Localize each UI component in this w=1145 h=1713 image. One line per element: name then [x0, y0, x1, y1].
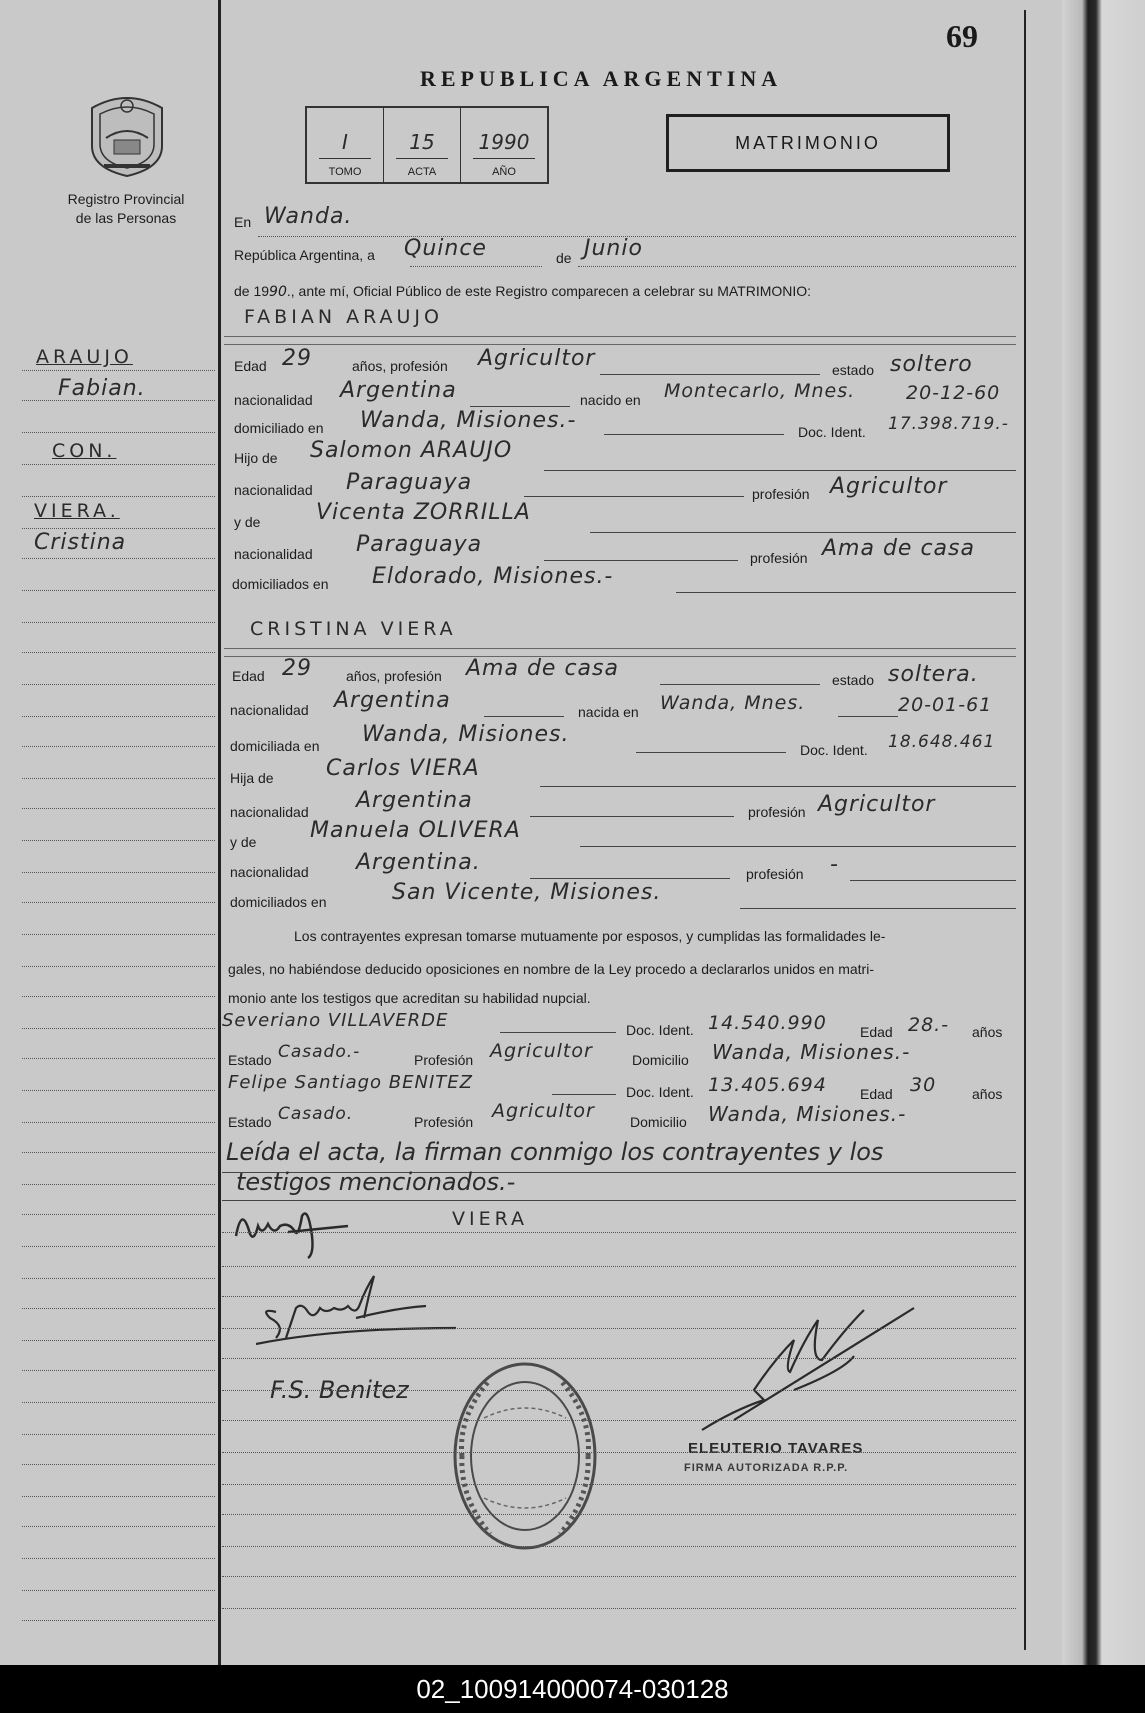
- margin-line: [22, 778, 215, 779]
- registry-name-line2: de las Personas: [75, 210, 177, 226]
- witness1-profesion-label: Profesión: [414, 1052, 474, 1068]
- bride-domicilio-label: domiciliada en: [230, 738, 320, 754]
- republic-label: República Argentina, a: [234, 247, 375, 263]
- margin-line: [22, 1496, 215, 1497]
- bride-madre-prof: -: [830, 852, 839, 877]
- registry-name: [40, 190, 212, 228]
- bride-profesion-line: [660, 684, 820, 685]
- groom-domicilio-label: domiciliado en: [234, 420, 324, 436]
- witness1-anios-label: años: [972, 1024, 1003, 1040]
- margin-line: [22, 872, 215, 873]
- closing-line-2: testigos mencionados.-: [236, 1168, 516, 1196]
- acta-label: ACTA: [407, 166, 437, 178]
- groom-padre-nac-label: nacionalidad: [234, 482, 313, 498]
- right-rule: [1024, 10, 1026, 1650]
- groom-nac-label: nacionalidad: [234, 392, 313, 408]
- folio-number: 69: [946, 18, 978, 54]
- groom-padres-dom-label: domiciliados en: [232, 576, 329, 592]
- bride-padre-prof: Agricultor: [818, 792, 936, 817]
- groom-madre-line: [590, 532, 1016, 533]
- witness1-edad: 28.-: [908, 1014, 950, 1036]
- margin-line: [22, 528, 215, 529]
- statement: ., ante mí, Oficial Público de este Registro comparecen a celebrar su MATRIMONIO:: [286, 283, 812, 299]
- book-binding: [1062, 0, 1145, 1665]
- groom-edad: 29: [282, 346, 312, 371]
- bride-doc-label: Doc. Ident.: [800, 742, 868, 758]
- groom-doc: 17.398.719.-: [888, 414, 1009, 434]
- witness1-name: Severiano VILLAVERDE: [222, 1010, 449, 1031]
- officer-title: FIRMA AUTORIZADA R.P.P.: [684, 1462, 849, 1474]
- ruled-line: [222, 1452, 1016, 1453]
- witness2-profesion: Agricultor: [492, 1100, 595, 1122]
- witness2-edad: 30: [910, 1074, 937, 1096]
- groom-nacido-en: Montecarlo, Mnes.: [664, 380, 856, 402]
- bride-edad-label: Edad: [232, 668, 265, 684]
- bride-padres-dom-label: domiciliados en: [230, 894, 327, 910]
- margin-line: [22, 1526, 215, 1527]
- margin-line: [22, 1058, 215, 1059]
- bride-yde-label: y de: [230, 834, 257, 850]
- groom-signature: [228, 1196, 368, 1260]
- margin-line: [22, 1464, 215, 1465]
- acta-underline: [396, 158, 448, 159]
- margin-line: [22, 558, 215, 559]
- margin-line: [22, 902, 215, 903]
- bride-madre-prof-line: [850, 880, 1016, 881]
- margin-line: [22, 716, 215, 717]
- registry-name-line1: Registro Provincial: [67, 191, 185, 207]
- margin-line: [22, 808, 215, 809]
- declaration-line-3: monio ante los testigos que acreditan su habilidad nupcial.: [228, 990, 591, 1006]
- margin-line: [22, 1340, 215, 1341]
- declaration-line-1: Los contrayentes expresan tomarse mutuamente por esposos, y cumplidas las formalidades le-: [294, 928, 886, 944]
- bride-fecha-nac: 20-01-61: [898, 694, 993, 716]
- bride-nacida-label: nacida en: [578, 704, 639, 720]
- groom-domicilio: Wanda, Misiones.-: [360, 408, 577, 433]
- margin-note-name: Fabian.: [58, 376, 146, 401]
- bride-madre-nac-label: nacionalidad: [230, 864, 309, 880]
- margin-rule: [218, 0, 221, 1665]
- margin-line: [22, 1590, 215, 1591]
- margin-line: [22, 652, 215, 653]
- bride-padre: Carlos VIERA: [326, 756, 480, 781]
- witness2-doc: 13.405.694: [708, 1074, 827, 1096]
- witness2-domicilio-label: Domicilio: [630, 1114, 687, 1130]
- bride-madre: Manuela OLIVERA: [310, 818, 521, 843]
- witness1-edad-label: Edad: [860, 1024, 893, 1040]
- tomo-cell: [307, 108, 384, 182]
- ruled-line: [222, 1266, 1016, 1267]
- witness2-profesion-label: Profesión: [414, 1114, 474, 1130]
- margin-line: [22, 966, 215, 967]
- witness2-edad-label: Edad: [860, 1086, 893, 1102]
- witness1-doc-label: Doc. Ident.: [626, 1022, 694, 1038]
- groom-madre: Vicenta ZORRILLA: [316, 500, 531, 525]
- bride-padre-nac-label: nacionalidad: [230, 804, 309, 820]
- bride-profesion: Ama de casa: [466, 656, 619, 681]
- bride-nacida-en: Wanda, Mnes.: [660, 692, 806, 714]
- witness1-signature: [256, 1268, 456, 1348]
- bride-madre-line: [580, 846, 1016, 847]
- day: Quince: [404, 236, 487, 261]
- margin-note-con: CON.: [52, 440, 117, 462]
- bride-name: CRISTINA VIERA: [250, 618, 457, 640]
- bride-nac-label: nacionalidad: [230, 702, 309, 718]
- margin-line: [22, 464, 215, 465]
- officer-name: ELEUTERIO TAVARES: [688, 1440, 864, 1457]
- groom-name-line: [224, 336, 1016, 337]
- month-line: [578, 266, 1016, 267]
- month: Junio: [584, 236, 643, 261]
- tomo-label: TOMO: [328, 166, 362, 178]
- declaration-line-2: gales, no habiéndose deducido oposiciones en nombre de la Ley procedo a declararlos unidos en matri-: [228, 961, 874, 977]
- ruled-line: [222, 1358, 1016, 1359]
- year-suffix: 90: [269, 284, 287, 300]
- groom-hijo-label: Hijo de: [234, 450, 278, 466]
- witness2-doc-label: Doc. Ident.: [626, 1084, 694, 1100]
- witness2-domicilio: Wanda, Misiones.-: [708, 1102, 907, 1126]
- groom-nac-line: [470, 406, 570, 407]
- margin-line: [22, 1402, 215, 1403]
- witness1-doc: 14.540.990: [708, 1012, 827, 1034]
- groom-padre-nac-line: [524, 496, 744, 497]
- witness1-name-line: [500, 1032, 616, 1033]
- bride-madre-nac: Argentina.: [356, 850, 481, 875]
- margin-line: [22, 432, 215, 433]
- witness1-estado: Casado.-: [278, 1042, 361, 1062]
- groom-padres-dom: Eldorado, Misiones.-: [372, 564, 614, 589]
- place: Wanda.: [264, 204, 353, 229]
- groom-name: FABIAN ARAUJO: [244, 306, 443, 328]
- margin-line: [22, 1246, 215, 1247]
- tomo-value: I: [342, 130, 348, 154]
- day-line: [410, 266, 542, 267]
- groom-madre-nac: Paraguaya: [356, 532, 483, 557]
- closing-line-1: Leída el acta, la firman conmigo los contrayentes y los: [226, 1138, 884, 1166]
- margin-line: [22, 1434, 215, 1435]
- bride-padre-nac: Argentina: [356, 788, 473, 813]
- bride-padre-nac-line: [530, 816, 734, 817]
- anio-label: AÑO: [492, 166, 516, 178]
- margin-line: [22, 1122, 215, 1123]
- bride-signature: VIERA: [452, 1208, 529, 1230]
- bride-name-line: [224, 648, 1016, 649]
- registry-seal-icon: [84, 88, 170, 178]
- acta-value: 15: [409, 130, 435, 154]
- margin-line: [22, 1620, 215, 1621]
- margin-line: [22, 590, 215, 591]
- groom-madre-prof-label: profesión: [750, 550, 808, 566]
- ruled-line: [222, 1328, 1016, 1329]
- margin-line: [22, 996, 215, 997]
- margin-line: [22, 934, 215, 935]
- margin-line: [22, 1184, 215, 1185]
- groom-padre-nac: Paraguaya: [346, 470, 473, 495]
- groom-padre-line: [544, 470, 1016, 471]
- ruled-line: [222, 1296, 1016, 1297]
- bride-madre-nac-line: [530, 878, 730, 879]
- ruled-line: [222, 1576, 1016, 1577]
- bride-profesion-label: años, profesión: [346, 668, 442, 684]
- groom-doc-label: Doc. Ident.: [798, 424, 866, 440]
- witness2-name-line: [552, 1094, 616, 1095]
- ruled-line: [222, 1608, 1016, 1609]
- groom-nacido-label: nacido en: [580, 392, 641, 408]
- margin-line: [22, 1278, 215, 1279]
- ruled-line: [222, 1514, 1016, 1515]
- bride-nac-line: [484, 716, 564, 717]
- witness2-estado-label: Estado: [228, 1114, 272, 1130]
- groom-madre-nac-label: nacionalidad: [234, 546, 313, 562]
- bride-padre-line: [540, 786, 1016, 787]
- margin-line: [22, 622, 215, 623]
- groom-padre: Salomon ARAUJO: [310, 438, 513, 463]
- ruled-line: [222, 1232, 1016, 1233]
- witness2-signature: F.S. Benitez: [270, 1376, 409, 1404]
- margin-line: [22, 1214, 215, 1215]
- witness2-anios-label: años: [972, 1086, 1003, 1102]
- groom-dom-line: [604, 434, 784, 435]
- bride-padre-prof-label: profesión: [748, 804, 806, 820]
- margin-line: [22, 496, 215, 497]
- acta-cell: [384, 108, 461, 182]
- margin-line: [22, 370, 215, 371]
- country-title: REPUBLICA ARGENTINA: [420, 66, 783, 91]
- groom-madre-prof: Ama de casa: [822, 536, 975, 561]
- de-label: de: [556, 250, 572, 266]
- groom-padre-prof-label: profesión: [752, 486, 810, 502]
- witness2-name: Felipe Santiago BENITEZ: [228, 1072, 473, 1093]
- bride-dom-line: [636, 752, 786, 753]
- bride-madre-prof-label: profesión: [746, 866, 804, 882]
- scan-identifier: 02_100914000074-030128: [0, 1665, 1145, 1713]
- groom-estado-label: estado: [832, 362, 875, 378]
- margin-line: [22, 1308, 215, 1309]
- en-label: En: [234, 214, 252, 230]
- witness1-estado-label: Estado: [228, 1052, 272, 1068]
- bride-edad: 29: [282, 656, 312, 681]
- anio-underline: [473, 158, 535, 159]
- witness1-profesion: Agricultor: [490, 1040, 593, 1062]
- groom-profesion-label: años, profesión: [352, 358, 448, 374]
- groom-yde-label: y de: [234, 514, 261, 530]
- groom-name-line2: [224, 344, 1016, 345]
- groom-profesion: Agricultor: [478, 346, 596, 371]
- ruled-line: [222, 1420, 1016, 1421]
- margin-line: [22, 1090, 215, 1091]
- bride-estado-label: estado: [832, 672, 875, 688]
- anio-cell: [461, 108, 547, 182]
- bride-nacida-line: [838, 716, 898, 717]
- groom-estado: soltero: [890, 352, 973, 377]
- groom-padre-prof: Agricultor: [830, 474, 948, 499]
- registry-box: [305, 106, 549, 184]
- ruled-line: [222, 1484, 1016, 1485]
- ruled-line: [222, 1390, 1016, 1391]
- witness1-domicilio: Wanda, Misiones.-: [712, 1040, 911, 1064]
- tomo-underline: [319, 158, 371, 159]
- anio-value: 1990: [478, 130, 530, 154]
- groom-padres-dom-line: [676, 592, 1016, 593]
- act-type-box: MATRIMONIO: [666, 114, 950, 172]
- margin-note-bride-name: Cristina: [34, 530, 127, 555]
- bride-estado: soltera.: [888, 662, 979, 687]
- groom-fecha-nac: 20-12-60: [906, 382, 1001, 404]
- margin-line: [22, 1558, 215, 1559]
- groom-nacionalidad: Argentina: [340, 378, 457, 403]
- groom-profesion-line: [600, 374, 820, 375]
- margin-line: [22, 684, 215, 685]
- groom-madre-nac-line: [544, 560, 738, 561]
- bride-hija-label: Hija de: [230, 770, 274, 786]
- ruled-line: [222, 1546, 1016, 1547]
- witness2-estado: Casado.: [278, 1104, 354, 1124]
- bride-nacionalidad: Argentina: [334, 688, 451, 713]
- bride-domicilio: Wanda, Misiones.: [362, 722, 570, 747]
- official-stamp-icon: [448, 1358, 602, 1554]
- bride-padres-dom: San Vicente, Misiones.: [392, 880, 662, 905]
- margin-line: [22, 1370, 215, 1371]
- officer-signature: [694, 1300, 934, 1440]
- year-line: [234, 283, 811, 300]
- margin-note-surname: ARAUJO: [36, 346, 133, 368]
- margin-line: [22, 746, 215, 747]
- year-prefix: de 19: [234, 283, 270, 299]
- margin-line: [22, 1028, 215, 1029]
- margin-line: [22, 840, 215, 841]
- groom-edad-label: Edad: [234, 358, 267, 374]
- margin-note-bride-surname: VIERA.: [34, 500, 120, 522]
- bride-name-line2: [224, 656, 1016, 657]
- bride-doc: 18.648.461: [888, 732, 996, 752]
- witness1-domicilio-label: Domicilio: [632, 1052, 689, 1068]
- bride-padres-dom-line: [740, 908, 1016, 909]
- margin-line: [22, 1152, 215, 1153]
